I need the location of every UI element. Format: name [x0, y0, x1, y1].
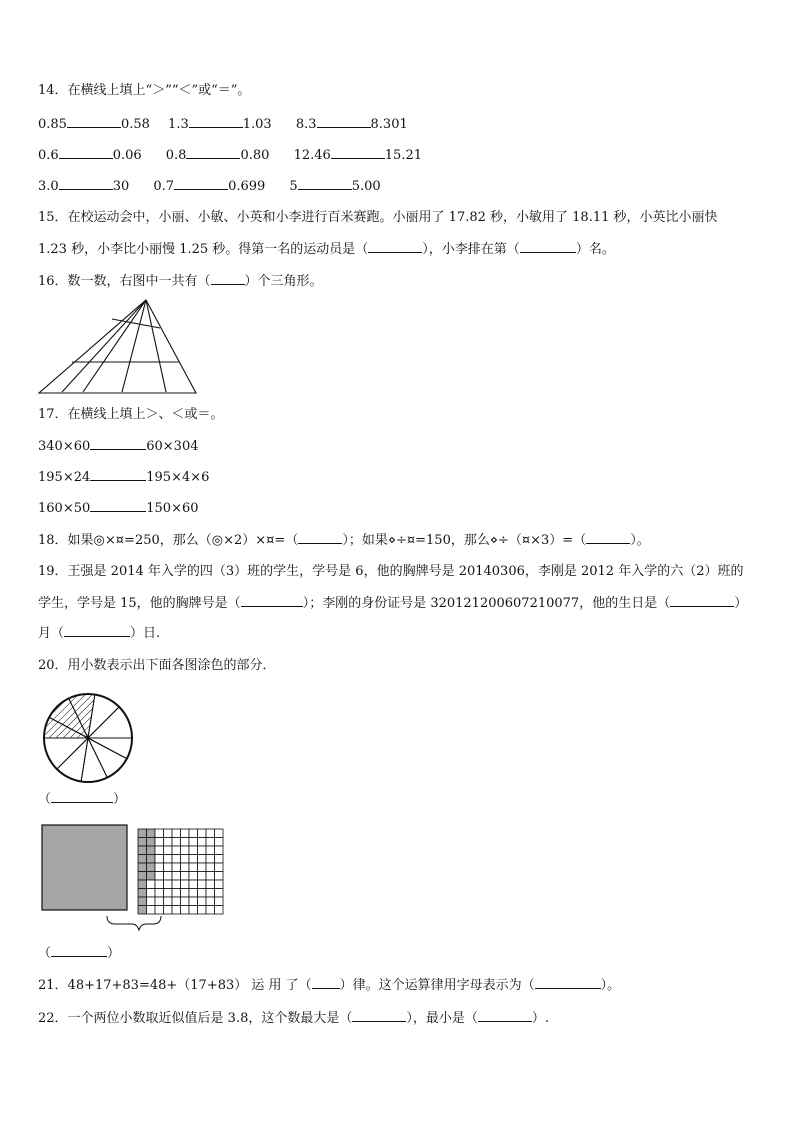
- answer-blank[interactable]: [59, 146, 113, 159]
- answer-blank[interactable]: [535, 976, 601, 989]
- q17-row-1: 340×60 60×304: [38, 439, 199, 454]
- grid-cell: [155, 829, 164, 838]
- grid-cell: [206, 838, 215, 847]
- grid-cell-shaded: [138, 829, 147, 838]
- grid-cell: [164, 889, 173, 898]
- grid-cell: [198, 872, 207, 881]
- grid-cell: [155, 906, 164, 915]
- answer-blank[interactable]: [51, 944, 107, 957]
- grid-cell: [172, 829, 181, 838]
- q20-answer-2: （ ）: [38, 946, 121, 961]
- answer-blank[interactable]: [174, 177, 228, 190]
- grid-cell: [172, 872, 181, 881]
- grid-cell: [206, 829, 215, 838]
- grid-cell: [198, 829, 207, 838]
- grid-cell: [198, 880, 207, 889]
- answer-blank[interactable]: [90, 499, 146, 512]
- grid-cell: [189, 872, 198, 881]
- q17-row-2: 195×24 195×4×6: [38, 470, 210, 485]
- grid-cell: [189, 897, 198, 906]
- grid-cell: [189, 863, 198, 872]
- grid-cell: [164, 846, 173, 855]
- grid-cell: [155, 880, 164, 889]
- circle-slice: [88, 707, 132, 738]
- grid-cell: [189, 829, 198, 838]
- grid-cell: [206, 872, 215, 881]
- circle-slice: [57, 738, 88, 781]
- grid-cell: [206, 906, 215, 915]
- circle-slice: [44, 738, 88, 769]
- q17-row-3: 160×50 150×60: [38, 501, 199, 516]
- grid-cell: [147, 897, 156, 906]
- grid-cell: [215, 897, 224, 906]
- answer-blank[interactable]: [90, 468, 146, 481]
- grid-cell: [181, 846, 190, 855]
- grid-cell: [189, 906, 198, 915]
- answer-blank[interactable]: [368, 240, 422, 253]
- q19-line-3: 月（ ）日.: [38, 626, 161, 641]
- grid-cell: [206, 880, 215, 889]
- grid-cell: [198, 863, 207, 872]
- grid-cell: [164, 838, 173, 847]
- grid-cell-shaded: [138, 838, 147, 847]
- grid-cell: [198, 897, 207, 906]
- q19-line-2: 学生，学号是 15，他的胸牌号是（ ）；李刚的身份证号是 320121200607210077，他的生日是（ ）: [38, 596, 748, 611]
- grid-cell: [215, 906, 224, 915]
- grid-cell: [147, 889, 156, 898]
- grid-cell-shaded: [147, 846, 156, 855]
- shaded-circle-figure: [40, 690, 136, 786]
- grid-cell-shaded: [147, 838, 156, 847]
- grid-cell: [164, 829, 173, 838]
- grid-cell-shaded: [138, 889, 147, 898]
- grid-cell: [172, 880, 181, 889]
- circle-slice: [81, 738, 107, 782]
- answer-blank[interactable]: [51, 790, 113, 803]
- grid-cell: [198, 855, 207, 864]
- grid-cell: [189, 838, 198, 847]
- grid-cell: [172, 863, 181, 872]
- grid-cell: [172, 906, 181, 915]
- grid-cell-shaded: [138, 863, 147, 872]
- q14-row-2: 0.6 0.06 0.8 0.80 12.46 15.21: [38, 148, 422, 163]
- grid-cell: [164, 906, 173, 915]
- grid-cell: [172, 897, 181, 906]
- grid-cell: [147, 906, 156, 915]
- answer-blank[interactable]: [331, 146, 385, 159]
- answer-blank[interactable]: [90, 437, 146, 450]
- q22-line: 22．一个两位小数取近似值后是 3.8，这个数最大是（ ），最小是（ ）.: [38, 1011, 550, 1026]
- grid-cell: [181, 906, 190, 915]
- grid-cell: [155, 897, 164, 906]
- grid-cell: [198, 906, 207, 915]
- grid-cell: [164, 863, 173, 872]
- grid-cell-shaded: [138, 855, 147, 864]
- grid-cell-shaded: [138, 872, 147, 881]
- answer-blank[interactable]: [67, 115, 121, 128]
- grid-cell: [189, 880, 198, 889]
- grid-cell: [155, 863, 164, 872]
- answer-blank[interactable]: [478, 1009, 532, 1022]
- q15-line-2: 1.23 秒，小李比小丽慢 1.25 秒。得第一名的运动员是（ ），小李排在第（ ）名。: [38, 242, 615, 257]
- grid-cell: [172, 889, 181, 898]
- grid-cell: [206, 897, 215, 906]
- grid-cell: [215, 880, 224, 889]
- q14-row-3: 3.0 30 0.7 0.699 5 5.00: [38, 179, 381, 194]
- circle-slice: [88, 738, 127, 778]
- grid-cell: [164, 872, 173, 881]
- answer-blank[interactable]: [670, 594, 734, 607]
- grid-cell-shaded: [147, 829, 156, 838]
- answer-blank[interactable]: [189, 115, 243, 128]
- grid-cell-shaded: [147, 855, 156, 864]
- grid-cell: [181, 829, 190, 838]
- answer-blank[interactable]: [298, 531, 342, 544]
- grid-cell: [172, 846, 181, 855]
- answer-blank[interactable]: [520, 240, 576, 253]
- grid-cell: [155, 846, 164, 855]
- grid-cell-shaded: [138, 906, 147, 915]
- grid-cell: [215, 863, 224, 872]
- answer-blank[interactable]: [211, 272, 245, 285]
- grid-cell: [189, 846, 198, 855]
- grid-cell: [206, 863, 215, 872]
- grid-cell-shaded: [147, 872, 156, 881]
- grid-cell: [181, 872, 190, 881]
- grid-cell: [155, 855, 164, 864]
- grid-cell: [155, 872, 164, 881]
- grid-cell-shaded: [138, 897, 147, 906]
- grid-cell: [172, 838, 181, 847]
- grid-cell: [155, 838, 164, 847]
- grid-cell: [215, 846, 224, 855]
- grid-cell: [198, 846, 207, 855]
- grid-cell: [189, 855, 198, 864]
- grid-cells: [138, 829, 223, 914]
- q17-title: 17．在横线上填上＞、＜或＝。: [38, 407, 224, 422]
- decimal-grid-figure: [40, 822, 228, 932]
- answer-blank[interactable]: [186, 146, 240, 159]
- grid-cell: [164, 855, 173, 864]
- grid-cell: [215, 855, 224, 864]
- grid-cell: [181, 897, 190, 906]
- grid-cell: [189, 889, 198, 898]
- q16-line: 16．数一数，右图中一共有（ ）个三角形。: [38, 274, 323, 289]
- grid-cell-shaded: [147, 863, 156, 872]
- grid-cell: [155, 889, 164, 898]
- grid-cell: [181, 838, 190, 847]
- grid-cell: [198, 889, 207, 898]
- grid-cell: [206, 855, 215, 864]
- answer-blank[interactable]: [312, 976, 340, 989]
- q19-line-1: 19．王强是 2014 年入学的四（3）班的学生，学号是 6，他的胸牌号是 20140306，李刚是 2012 年入学的六（2）班的: [38, 564, 744, 579]
- q14-title: 14．在横线上填上“＞”“＜”或“＝”。: [38, 83, 251, 98]
- grid-cell: [181, 855, 190, 864]
- grid-cell-shaded: [138, 880, 147, 889]
- q18-line: 18．如果◎×¤=250，那么（◎×2）×¤=（ ）；如果⋄÷¤=150，那么⋄÷（¤×3）=（ ）。: [38, 533, 650, 548]
- q21-line: 21．48+17+83=48+（17+83） 运 用 了（ ）律。这个运算律用字母表示为（ ）。: [38, 978, 621, 993]
- answer-blank[interactable]: [586, 531, 630, 544]
- q14-row-1: 0.85 0.58 1.3 1.03 8.3 8.301: [38, 117, 408, 132]
- answer-blank[interactable]: [298, 177, 352, 190]
- q20-title: 20．用小数表示出下面各图涂色的部分．: [38, 658, 276, 673]
- grid-cell: [198, 838, 207, 847]
- grid-cell: [206, 846, 215, 855]
- grid-cell: [206, 889, 215, 898]
- q15-line-1: 15．在校运动会中，小丽、小敏、小英和小李进行百米赛跑。小丽用了 17.82 秒，小敏用了 18.11 秒，小英比小丽快: [38, 210, 718, 225]
- answer-blank[interactable]: [317, 115, 371, 128]
- grid-cell: [181, 863, 190, 872]
- grid-cell: [147, 880, 156, 889]
- answer-blank[interactable]: [241, 594, 303, 607]
- grid-cell: [215, 872, 224, 881]
- grid-cell-shaded: [138, 846, 147, 855]
- grid-cell: [181, 889, 190, 898]
- answer-blank[interactable]: [64, 624, 130, 637]
- grid-cell: [164, 880, 173, 889]
- grid-cell: [172, 855, 181, 864]
- q20-answer-1: （ ）: [38, 792, 127, 807]
- grid-cell: [164, 897, 173, 906]
- triangle-figure: [36, 296, 200, 396]
- grid-cell: [181, 880, 190, 889]
- grid-cell: [215, 829, 224, 838]
- answer-blank[interactable]: [352, 1009, 406, 1022]
- grid-cell: [215, 889, 224, 898]
- grid-cell: [215, 838, 224, 847]
- answer-blank[interactable]: [59, 177, 113, 190]
